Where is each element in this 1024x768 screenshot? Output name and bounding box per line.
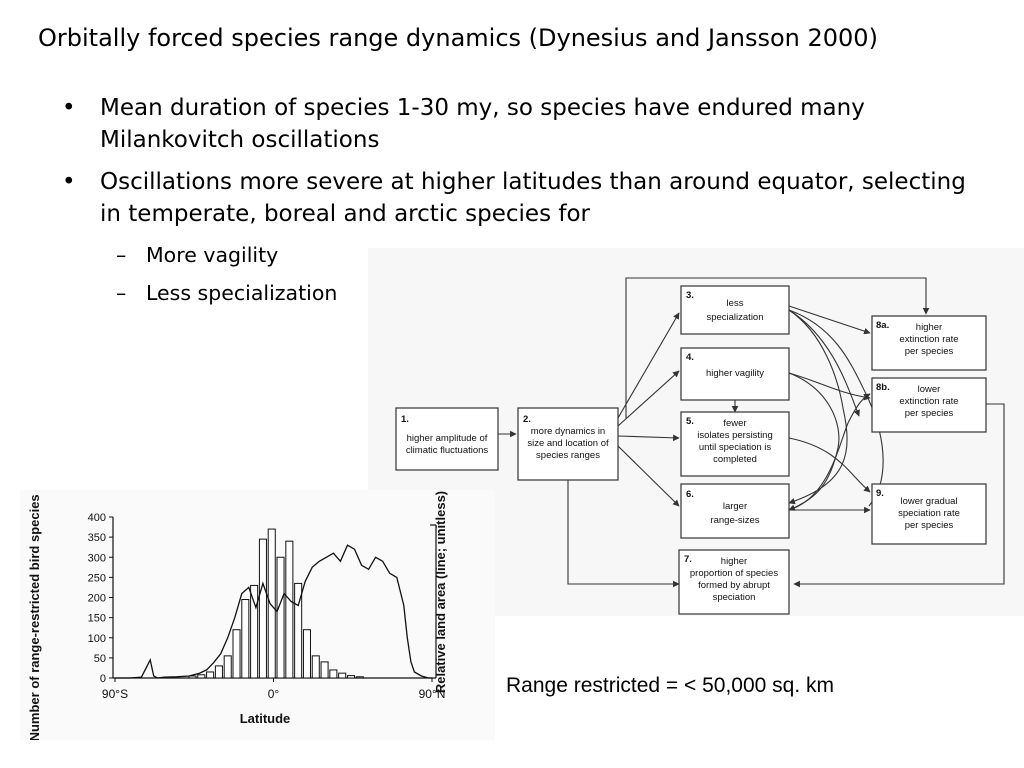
sub-bullet-item xyxy=(116,281,337,305)
species-bar xyxy=(207,672,214,678)
box-7-line: formed by abrupt xyxy=(698,580,770,591)
box-9-line: lower gradual xyxy=(900,496,958,507)
y-tick-label: 300 xyxy=(87,552,106,565)
species-bar xyxy=(339,673,346,678)
x-tick-label: 90°N xyxy=(418,687,446,701)
box-1-line: climatic fluctuations xyxy=(405,445,489,456)
y-axis-label: Number of range-restricted bird species (bars) xyxy=(27,490,42,740)
box-8b-number: 8b. xyxy=(876,382,890,393)
box-3 xyxy=(681,286,789,334)
box-4-line: higher vagility xyxy=(705,368,765,379)
chart-svg xyxy=(20,490,495,740)
box-5-line: isolates persisting xyxy=(697,430,773,441)
y2-axis-label: Relative land area (line; unitless) xyxy=(433,490,448,694)
bullet-dot: • xyxy=(62,169,76,195)
species-bar xyxy=(242,600,249,678)
box-8a-number: 8a. xyxy=(876,320,890,331)
svg-text:Number of range-restricted bir xyxy=(27,490,42,740)
sub-bullet-item xyxy=(116,243,278,267)
chart-bars xyxy=(189,529,363,678)
bullet-item xyxy=(62,92,982,156)
species-bar xyxy=(286,541,293,678)
bullet-text: Oscillations more severe at higher latitudes than around equator, selecting in temperate, boreal and arctic species for xyxy=(100,169,966,227)
y-tick-label: 250 xyxy=(87,572,106,585)
species-bar xyxy=(321,662,328,678)
box-5-line: fewer xyxy=(723,418,747,429)
box-8a-line: per species xyxy=(904,346,954,357)
y-tick-label: 200 xyxy=(87,592,106,605)
y-tick-label: 400 xyxy=(87,512,106,524)
x-tick-label: 90°S xyxy=(101,687,129,701)
species-bar xyxy=(198,675,205,678)
box-6-line: larger xyxy=(722,501,748,512)
box-1-number: 1. xyxy=(401,414,409,425)
bullet-item xyxy=(62,166,982,230)
sub-bullet-text: Less specialization xyxy=(146,281,338,305)
species-bar xyxy=(303,630,310,678)
box-9-line: per species xyxy=(904,520,954,531)
box-2-line: species ranges xyxy=(536,450,600,461)
box-8b-line: per species xyxy=(904,408,954,419)
species-bar xyxy=(259,539,266,678)
box-4-number: 4. xyxy=(686,352,694,363)
box-7-line: higher xyxy=(720,556,748,567)
box-7-line: proportion of species xyxy=(689,568,779,579)
box-8b-line: lower xyxy=(917,384,941,395)
box-9-number: 9. xyxy=(876,488,884,499)
box-2-number: 2. xyxy=(523,414,531,425)
species-bar xyxy=(277,557,284,678)
x-tick-label: 0° xyxy=(267,687,280,701)
species-bar xyxy=(233,630,240,678)
dash-marker: – xyxy=(116,243,127,267)
box-5-line: until speciation is xyxy=(698,442,772,453)
bar-chart xyxy=(20,490,495,740)
box-8a-line: higher xyxy=(915,322,943,333)
y-tick-label: 100 xyxy=(87,632,106,645)
slide-title: Orbitally forced species range dynamics (Dynesius and Jansson 2000) xyxy=(38,24,878,52)
species-bar xyxy=(312,656,319,678)
box-6-line: range-sizes xyxy=(710,515,760,526)
bullet-text: Mean duration of species 1-30 my, so species have endured many Milankovitch oscillations xyxy=(100,95,865,153)
sub-bullet-text: More vagility xyxy=(146,243,279,267)
box-9-line: speciation rate xyxy=(898,508,960,519)
bullet-list xyxy=(62,92,982,240)
x-axis-label: Latitude xyxy=(239,711,291,726)
box-2-line: more dynamics in xyxy=(530,426,606,437)
x-tick-labels xyxy=(102,687,445,701)
y-tick-label: 0 xyxy=(99,673,106,685)
bullet-dot: • xyxy=(62,95,76,121)
dash-marker: – xyxy=(116,281,127,305)
species-bar xyxy=(215,666,222,678)
y-tick-label: 50 xyxy=(93,652,106,665)
box-2-line: size and location of xyxy=(527,438,609,449)
species-bar xyxy=(268,529,275,678)
box-5-number: 5. xyxy=(686,416,694,427)
box-7-number: 7. xyxy=(684,554,692,565)
y-tick-label: 350 xyxy=(87,532,106,545)
box-7-line: speciation xyxy=(712,592,756,603)
y-tick-labels xyxy=(88,512,106,685)
box-3-line: less xyxy=(726,298,744,309)
box-6-number: 6. xyxy=(686,489,694,500)
box-1-line: higher amplitude of xyxy=(406,433,488,444)
box-8b-line: extinction rate xyxy=(899,396,959,407)
box-8a-line: extinction rate xyxy=(899,334,959,345)
box-3-line: specialization xyxy=(706,312,764,323)
species-bar xyxy=(251,585,258,678)
range-restricted-note: Range restricted = < 50,000 sq. km xyxy=(506,674,835,697)
box-3-number: 3. xyxy=(686,290,694,301)
y-tick-label: 150 xyxy=(87,612,106,625)
species-bar xyxy=(330,670,337,678)
species-bar xyxy=(347,676,354,678)
box-5-line: completed xyxy=(713,454,757,465)
species-bar xyxy=(356,677,363,678)
species-bar xyxy=(224,656,231,678)
